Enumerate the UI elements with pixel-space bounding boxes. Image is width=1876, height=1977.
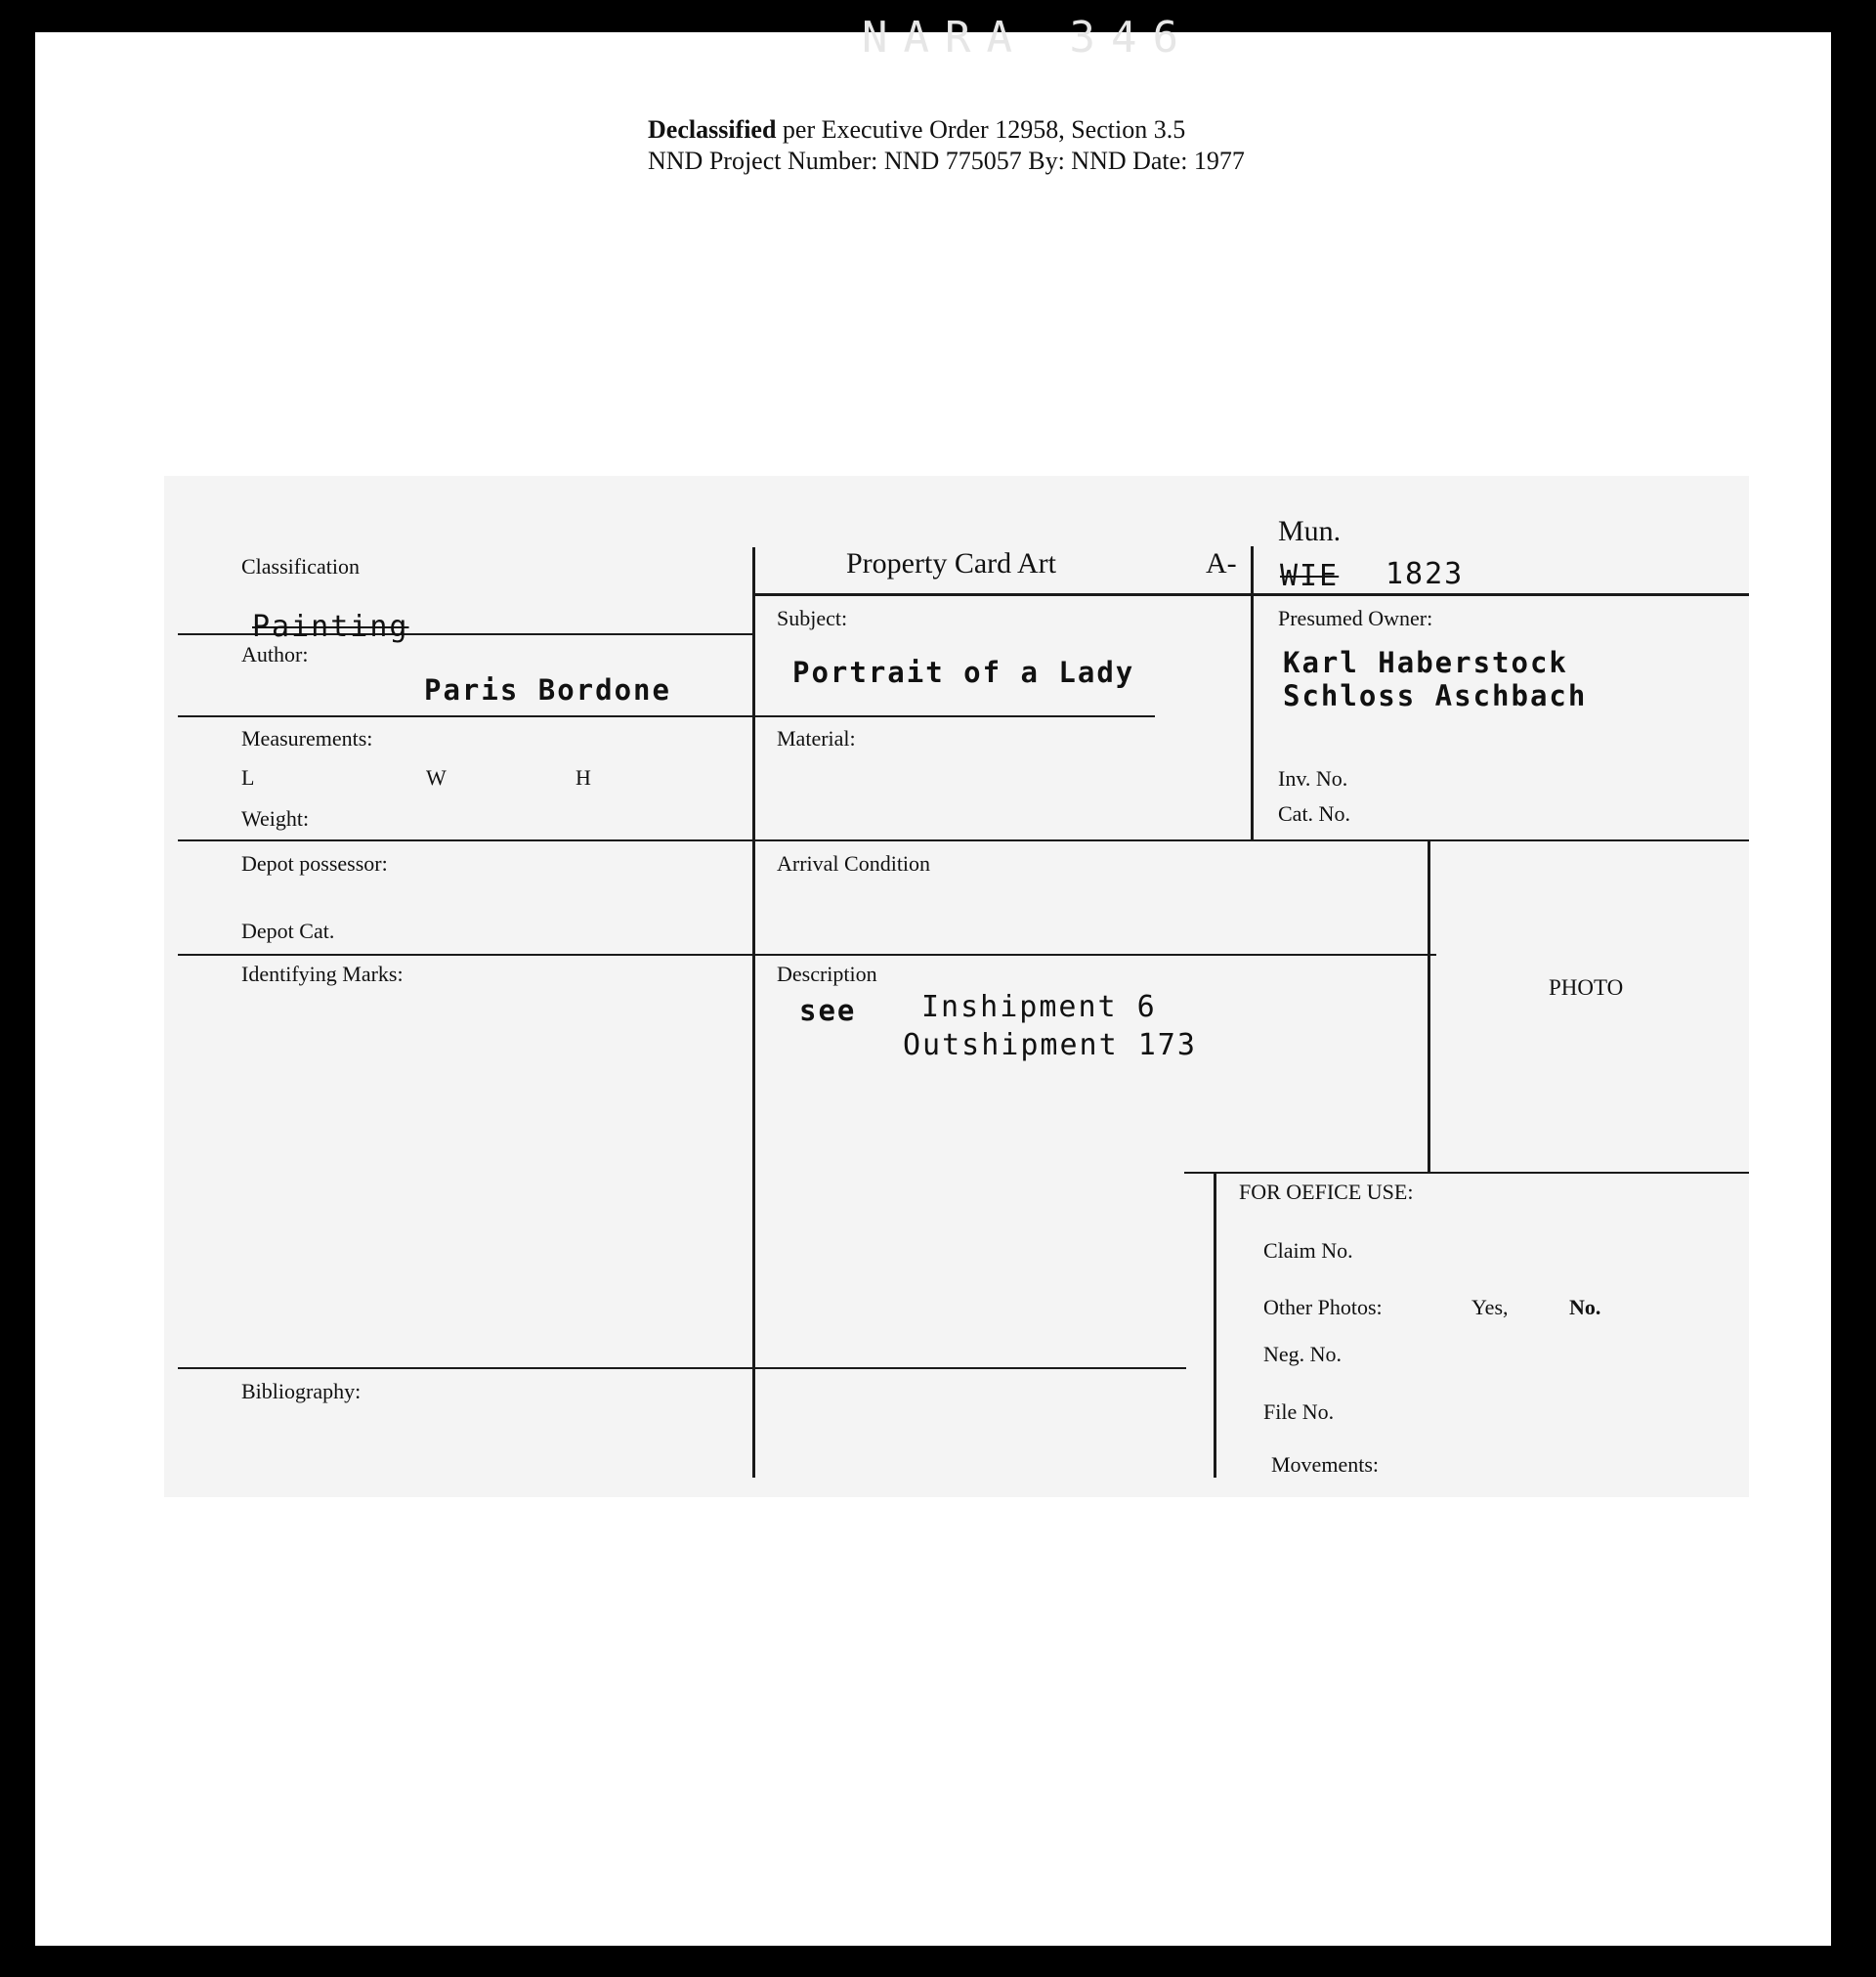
author-value: Paris Bordone — [424, 673, 671, 707]
description-line-1: Inshipment 6 — [921, 990, 1157, 1024]
subject-value: Portrait of a Lady — [792, 656, 1135, 689]
subject-label: Subject: — [777, 606, 848, 630]
depot-possessor-label: Depot possessor: — [241, 851, 388, 876]
number-prefix: WIE — [1280, 559, 1340, 593]
archive-stamp: NARA 346 — [862, 19, 1194, 58]
length-label: L — [241, 765, 255, 790]
classification-label: Classification — [241, 554, 360, 579]
document-page — [35, 19, 1831, 1946]
cat-no-label: Cat. No. — [1278, 801, 1350, 826]
card-title: Property Card Art — [846, 547, 1056, 580]
measurements-label: Measurements: — [241, 726, 373, 751]
card-prefix: A- — [1206, 547, 1237, 580]
material-label: Material: — [777, 726, 856, 751]
rule — [1214, 1172, 1216, 1478]
bibliography-label: Bibliography: — [241, 1379, 362, 1403]
rule — [752, 547, 755, 1478]
rule — [178, 715, 1155, 717]
mun-label: Mun. — [1278, 515, 1342, 547]
rule — [178, 954, 1436, 956]
project-line: NND Project Number: NND 775057 By: NND Date: 1977 — [648, 147, 1245, 175]
owner-line-2: Schloss Aschbach — [1283, 679, 1588, 712]
inv-no-label: Inv. No. — [1278, 766, 1348, 791]
depot-cat-label: Depot Cat. — [241, 919, 335, 943]
height-label: H — [576, 765, 591, 790]
arrival-condition-label: Arrival Condition — [777, 851, 931, 876]
no-label: No. — [1569, 1295, 1601, 1319]
description-see: see — [799, 994, 857, 1027]
office-use-label: FOR OEFICE USE: — [1239, 1180, 1414, 1204]
movements-label: Movements: — [1271, 1452, 1379, 1477]
claim-no-label: Claim No. — [1263, 1238, 1353, 1263]
weight-label: Weight: — [241, 806, 310, 831]
declassified-rest: per Executive Order 12958, Section 3.5 — [776, 115, 1186, 144]
description-line-2: Outshipment 173 — [903, 1028, 1197, 1062]
rule — [1251, 546, 1254, 840]
card-number: 1823 — [1386, 557, 1465, 591]
owner-line-1: Karl Haberstock — [1283, 646, 1568, 679]
file-no-label: File No. — [1263, 1399, 1335, 1424]
classification-value: Painting — [252, 610, 409, 644]
yes-label: Yes, — [1471, 1295, 1509, 1319]
other-photos-label: Other Photos: — [1263, 1295, 1383, 1319]
photo-label: PHOTO — [1549, 975, 1624, 1000]
author-label: Author: — [241, 642, 309, 666]
rule — [1428, 839, 1430, 1174]
declassified-word: Declassified — [648, 115, 777, 144]
identifying-marks-label: Identifying Marks: — [241, 962, 404, 986]
rule — [178, 839, 1749, 841]
neg-no-label: Neg. No. — [1263, 1342, 1343, 1366]
property-card — [164, 476, 1749, 1497]
rule — [178, 1367, 1186, 1369]
rule — [1184, 1172, 1749, 1174]
presumed-owner-label: Presumed Owner: — [1278, 606, 1433, 630]
width-label: W — [426, 765, 447, 790]
description-label: Description — [777, 962, 877, 986]
declassification-header — [648, 114, 1245, 177]
